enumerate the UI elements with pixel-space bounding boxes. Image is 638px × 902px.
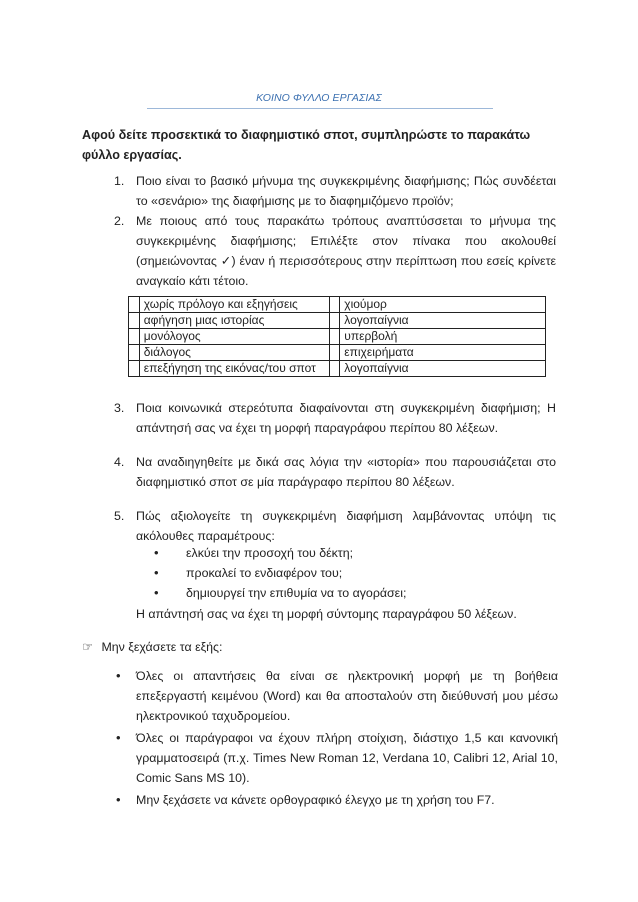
question-4: [82, 452, 556, 492]
question-number: 3.: [114, 401, 125, 415]
rules-list: [82, 666, 558, 812]
list-item: [82, 666, 558, 726]
note-label: Μην ξεχάσετε τα εξής:: [101, 640, 223, 654]
title-underline: [147, 108, 493, 109]
answer-instruction: Η απάντησή σας να έχει τη μορφή σύντομης παραγράφου 50 λέξεων.: [136, 607, 517, 621]
page-title: ΚΟΙΝΟ ΦΥΛΛΟ ΕΡΓΑΣΙΑΣ: [256, 92, 382, 104]
checkbox-cell[interactable]: [329, 313, 340, 329]
options-table: [128, 296, 546, 377]
checkbox-cell[interactable]: [129, 297, 140, 313]
bullet-icon: •: [116, 792, 121, 807]
table-row: [129, 297, 546, 313]
checkbox-cell[interactable]: [329, 345, 340, 361]
bullet-icon: •: [154, 565, 159, 580]
parameters-list: [154, 543, 406, 603]
option-cell: χιούμορ: [340, 297, 546, 313]
question-number: 4.: [114, 455, 125, 469]
bullet-icon: •: [154, 545, 159, 560]
checkbox-cell[interactable]: [329, 329, 340, 345]
list-item-text: Όλες οι απαντήσεις θα είναι σε ηλεκτρονική μορφή με τη βοήθεια επεξεργαστή κειμένου (Word) και θα αποσταλούν στη διεύθυνσή μου μέσω ηλεκτρονικού ταχυδρομείου.: [136, 669, 558, 723]
question-text: Ποιο είναι το βασικό μήνυμα της συγκεκριμένης διαφήμισης; Πώς συνδέεται το «σενάριο» της διαφήμισης με το διαφημιζόμενο προϊόν;: [136, 174, 556, 208]
question-number: 5.: [114, 509, 125, 523]
table-row: [129, 361, 546, 377]
question-3: [82, 398, 556, 438]
pointing-hand-icon: ☞: [82, 640, 94, 654]
list-item: [154, 583, 406, 603]
table-row: [129, 329, 546, 345]
checkbox-cell[interactable]: [329, 361, 340, 377]
list-item: [154, 563, 406, 583]
list-item-text: Όλες οι παράγραφοι να έχουν πλήρη στοίχιση, διάστιχο 1,5 και κανονική γραμματοσειρά (π.χ. Times New Roman 12, Verdana 10, Calibri 12, Arial 10, Comic Sans MS 10).: [136, 731, 558, 785]
list-item-text: προκαλεί το ενδιαφέρον του;: [186, 566, 343, 580]
list-item: [82, 728, 558, 788]
question-1: [82, 171, 556, 211]
question-text: Πώς αξιολογείτε τη συγκεκριμένη διαφήμιση λαμβάνοντας υπόψη τις ακόλουθες παραμέτρους:: [136, 509, 556, 543]
option-cell: επεξήγηση της εικόνας/του σποτ: [139, 361, 329, 377]
table-row: [129, 345, 546, 361]
option-cell: λογοπαίγνια: [340, 313, 546, 329]
question-text: Ποια κοινωνικά στερεότυπα διαφαίνονται στη συγκεκριμένη διαφήμιση; Η απάντησή σας να έχει τη μορφή παραγράφου περίπου 80 λέξεων.: [136, 401, 556, 435]
option-cell: χωρίς πρόλογο και εξηγήσεις: [139, 297, 329, 313]
option-cell: διάλογος: [139, 345, 329, 361]
question-2: [82, 211, 556, 291]
list-item: [82, 790, 558, 810]
bullet-icon: •: [116, 668, 121, 683]
question-text: Με ποιους από τους παρακάτω τρόπους αναπτύσσεται το μήνυμα της συγκεκριμένης διαφήμισης; Επιλέξτε στον πίνακα που ακολουθεί (σημειώνοντας ✓) έναν ή περισσότερους στην περίπτωση που εσείς κρίνετε αναγκαίο κάτι τέτοιο.: [136, 214, 556, 288]
option-cell: υπερβολή: [340, 329, 546, 345]
checkbox-cell[interactable]: [129, 329, 140, 345]
checkbox-cell[interactable]: [129, 345, 140, 361]
list-item-text: δημιουργεί την επιθυμία να το αγοράσει;: [186, 586, 407, 600]
intro-paragraph: Αφού δείτε προσεκτικά το διαφημιστικό σποτ, συμπληρώστε το παρακάτω φύλλο εργασίας.: [82, 128, 531, 162]
list-item-text: ελκύει την προσοχή του δέκτη;: [186, 546, 354, 560]
checkbox-cell[interactable]: [129, 313, 140, 329]
option-cell: μονόλογος: [139, 329, 329, 345]
note-heading: [82, 637, 222, 657]
option-cell: αφήγηση μιας ιστορίας: [139, 313, 329, 329]
question-text: Να αναδιηγηθείτε με δικά σας λόγια την «ιστορία» που παρουσιάζεται στο διαφημιστικό σποτ σε μία παράγραφο περίπου 80 λέξεων.: [136, 455, 556, 489]
question-5: [82, 506, 556, 546]
table-row: [129, 313, 546, 329]
option-cell: λογοπαίγνια: [340, 361, 546, 377]
bullet-icon: •: [154, 585, 159, 600]
checkbox-cell[interactable]: [129, 361, 140, 377]
checkbox-cell[interactable]: [329, 297, 340, 313]
list-item-text: Μην ξεχάσετε να κάνετε ορθογραφικό έλεγχο με τη χρήση του F7.: [136, 793, 495, 807]
bullet-icon: •: [116, 730, 121, 745]
question-number: 1.: [114, 174, 125, 188]
question-number: 2.: [114, 214, 125, 228]
option-cell: επιχειρήματα: [340, 345, 546, 361]
list-item: [154, 543, 406, 563]
